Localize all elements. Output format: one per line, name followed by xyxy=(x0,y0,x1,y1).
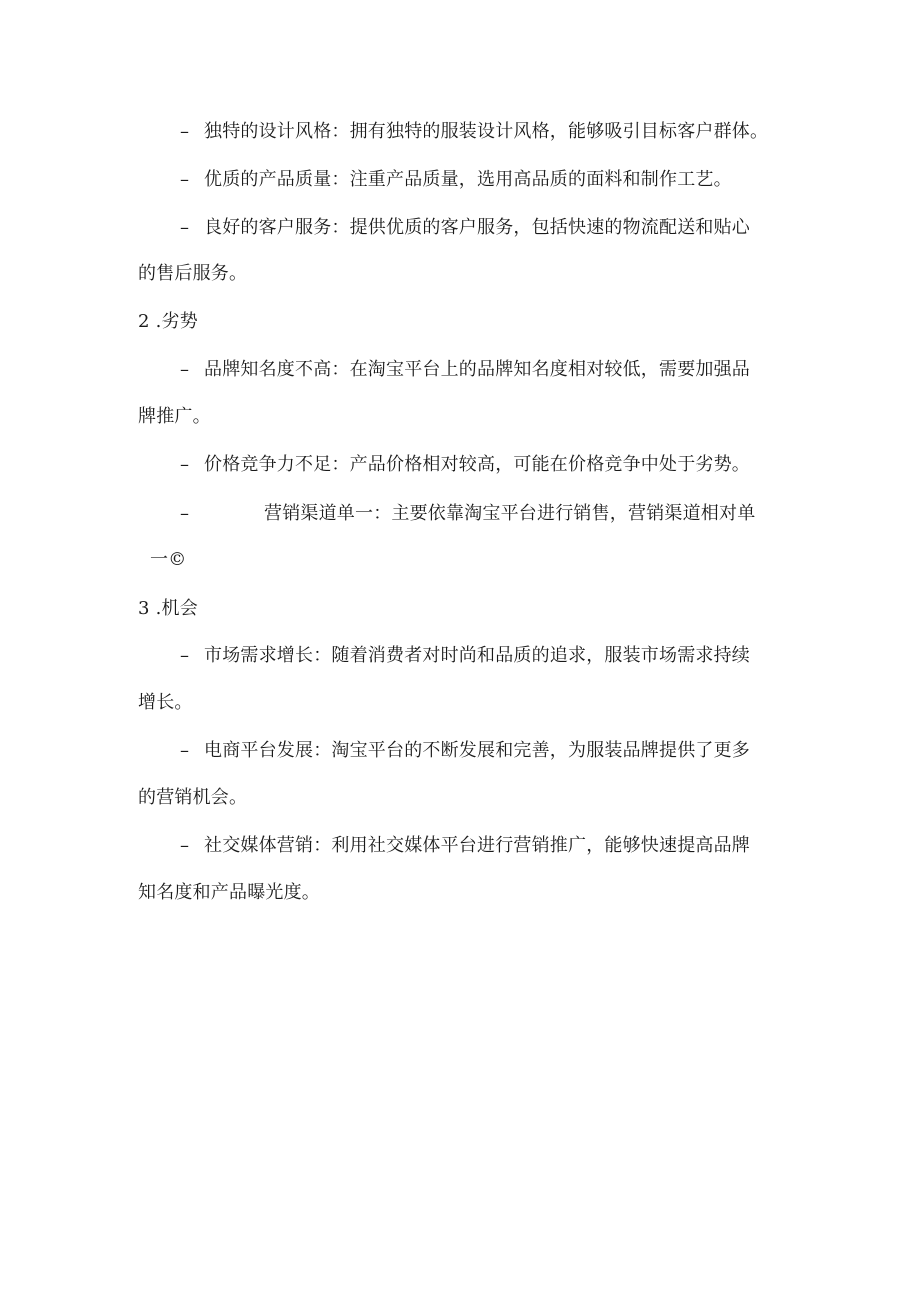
section-heading-weakness: 2 .劣势 xyxy=(138,311,198,332)
list-dash: – xyxy=(180,645,190,666)
list-dash: – xyxy=(180,454,190,475)
strength-item-service-continuation: 的售后服务。 xyxy=(138,263,248,284)
weakness-item-channel xyxy=(180,502,755,526)
section-heading-opportunity: 3 .机会 xyxy=(138,598,198,619)
list-dash: – xyxy=(180,121,190,142)
strength-text: 良好的客户服务：提供优质的客户服务，包括快速的物流配送和贴心 xyxy=(204,217,750,238)
weakness-item-brand xyxy=(180,358,750,382)
opportunity-item-demand xyxy=(180,644,750,668)
strength-item-design xyxy=(180,120,768,144)
opportunity-text: 社交媒体营销：利用社交媒体平台进行营销推广，能够快速提高品牌 xyxy=(204,835,750,856)
weakness-text: 品牌知名度不高：在淘宝平台上的品牌知名度相对较低，需要加强品 xyxy=(204,359,750,380)
list-dash: – xyxy=(180,217,190,238)
opportunity-item-demand-continuation: 增长。 xyxy=(138,692,193,713)
list-dash: – xyxy=(180,503,190,524)
strength-item-quality xyxy=(180,168,732,192)
weakness-text: 营销渠道单一：主要依靠淘宝平台进行销售，营销渠道相对单 xyxy=(264,503,756,524)
list-dash: – xyxy=(180,740,190,761)
weakness-text: 价格竞争力不足：产品价格相对较高，可能在价格竞争中处于劣势。 xyxy=(204,454,750,475)
opportunity-text: 电商平台发展：淘宝平台的不断发展和完善，为服装品牌提供了更多 xyxy=(204,740,750,761)
strength-text: 独特的设计风格：拥有独特的服装设计风格，能够吸引目标客户群体。 xyxy=(204,121,769,142)
weakness-item-channel-continuation: 一© xyxy=(150,549,187,570)
opportunity-text: 市场需求增长：随着消费者对时尚和品质的追求，服装市场需求持续 xyxy=(204,645,750,666)
list-dash: – xyxy=(180,835,190,856)
strength-text: 优质的产品质量：注重产品质量，选用高品质的面料和制作工艺。 xyxy=(204,169,732,190)
opportunity-item-ecommerce-continuation: 的营销机会。 xyxy=(138,787,248,808)
opportunity-item-social xyxy=(180,834,750,858)
weakness-item-price xyxy=(180,453,750,477)
list-dash: – xyxy=(180,359,190,380)
opportunity-item-social-continuation: 知名度和产品曝光度。 xyxy=(138,882,320,903)
weakness-item-brand-continuation: 牌推广。 xyxy=(138,406,211,427)
opportunity-item-ecommerce xyxy=(180,739,750,763)
list-dash: – xyxy=(180,169,190,190)
strength-item-service xyxy=(180,216,750,240)
